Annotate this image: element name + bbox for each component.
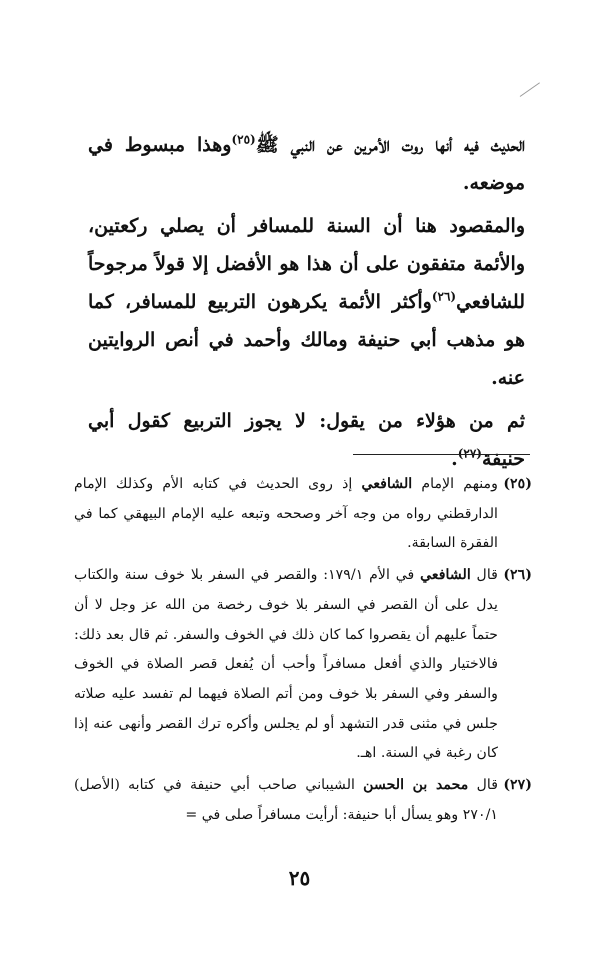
footnote-27	[74, 771, 532, 830]
paragraph-2	[88, 207, 525, 397]
footnote-text: الشيباني صاحب أبي حنيفة في كتابه (الأصل) ٢٧٠/١ وهو يسأل أبا حنيفة: أرأيت مسافراً صلى في =	[74, 777, 498, 823]
paragraph-3-text-b: .	[451, 448, 458, 470]
footnote-text: في الأم ١٧٩/١: والقصر في السفر بلا خوف سنة والكتاب يدل على أن القصر في السفر بلا خوف رخصة من الله عز وجل لا أن حتماً عليهم أن يقصروا كما كان ذلك في الخوف والسفر. ثم قال بعد ذلك: فالاختيار والذي أفعل مسافراً وأحب أن يُفعل قصر الصلاة في الخوف والسفر وفي السفر بلا خوف ومن أتم الصلاة فيهما لم تفسد عليه صلاته جلس في مثنى قدر التشهد أو لم يجلس وأكره ترك القصر وأنهى عنه إذا كان رغبة في السنة. اهـ.	[74, 567, 498, 762]
paragraph-1-text-b: وهذا مبسوط في موضعه.	[88, 134, 525, 194]
scan-mark	[520, 82, 540, 97]
footnote-bold-name: الشافعي	[361, 476, 413, 492]
footnote-number: (٢٥)	[503, 476, 532, 492]
footnote-number: (٢٧)	[503, 777, 532, 794]
footnote-26	[74, 561, 532, 769]
footnote-ref-26: (٢٦)	[431, 289, 457, 304]
footnote-number: (٢٦)	[503, 567, 532, 584]
paragraph-3	[88, 402, 525, 478]
footnote-ref-25: (٢٥)	[231, 132, 256, 147]
footnote-bold-name: الشافعي	[420, 567, 471, 584]
paragraph-2-text-a: والمقصود هنا أن السنة للمسافر أن يصلي ركعتين، والأئمة متفقون على أن هذا هو الأفضل إلا قولاً مرجوحاً للشافعي	[88, 215, 525, 313]
paragraph-2-text-b: وأكثر الأئمة يكرهون التربيع للمسافر، كما هو مذهب أبي حنيفة ومالك وأحمد في أنص الروايتين عنه.	[88, 291, 525, 389]
paragraph-1-text-a: الحديث فيه أنها روت الأمرين عن النبي ﷺ	[255, 134, 525, 156]
main-text	[88, 126, 525, 483]
footnote-text-pre: ومنهم الإمام	[412, 476, 498, 492]
page-number: ٢٥	[288, 866, 311, 890]
footnote-text: إذ روى الحديث في كتابه الأم وكذلك الإمام الدارقطني رواه من وجه آخر وصححه وتبعه عليه الإمام البيهقي كما في الفقرة السابقة.	[74, 476, 498, 552]
paragraph-3-text-a: ثم من هؤلاء من يقول: لا يجوز التربيع كقول أبي حنيفة	[88, 410, 525, 470]
footnote-25	[74, 470, 532, 559]
footnote-text-pre: قال	[470, 567, 498, 584]
footnote-ref-27: (٢٧)	[457, 446, 482, 461]
footnote-text-pre: قال	[468, 777, 498, 794]
paragraph-1	[88, 126, 525, 202]
footnote-bold-name: محمد بن الحسن	[363, 777, 469, 794]
footnote-separator	[353, 454, 530, 455]
footnotes	[74, 470, 532, 832]
